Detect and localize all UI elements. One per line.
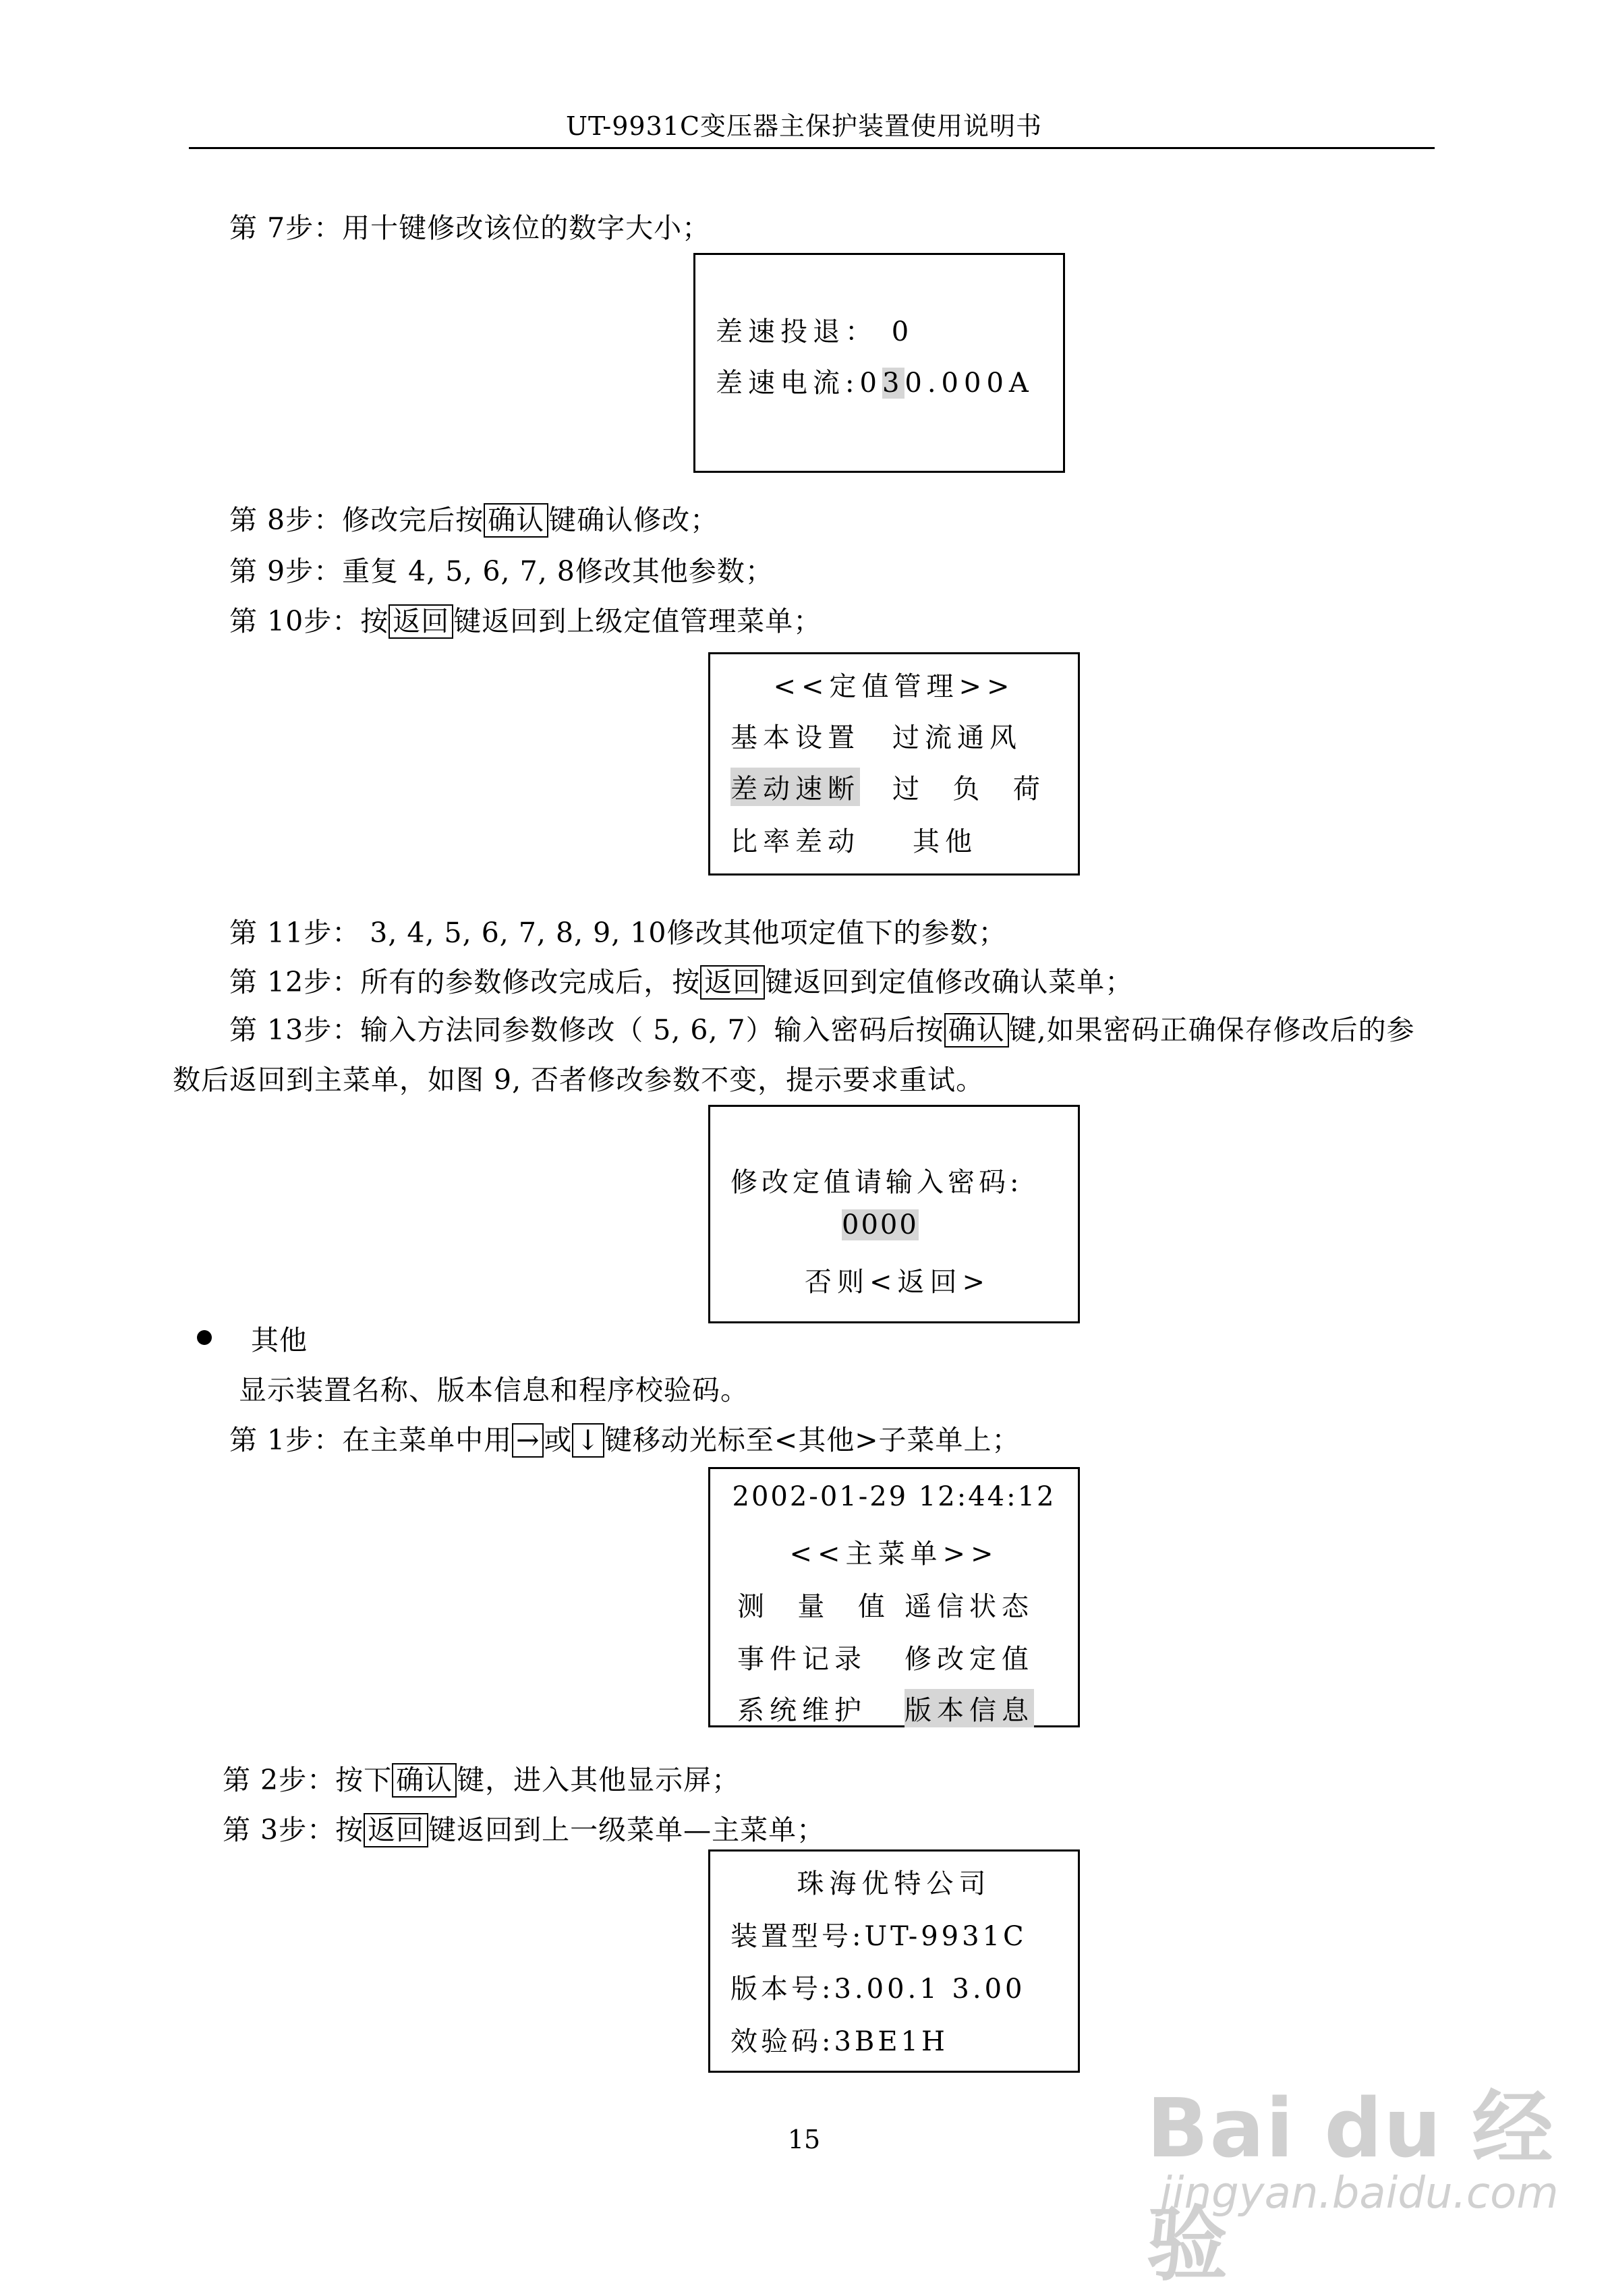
confirm-key-label: 确认 — [944, 1013, 1009, 1047]
other-step-2-suffix: 键，进入其他显示屏； — [457, 1764, 741, 1796]
other-step-2-text — [223, 1758, 740, 1798]
password-value: 0000 — [842, 1209, 919, 1240]
password-prompt-text: 修改定值请输入密码: — [730, 1167, 1023, 1198]
section-heading-other: 其他 — [251, 1324, 308, 1356]
return-key-label: 返回 — [389, 604, 453, 639]
section-description: 显示装置名称、版本信息和程序校验码。 — [239, 1374, 749, 1406]
step-12-text — [229, 960, 1133, 1000]
other-step-1-or: 或 — [544, 1424, 573, 1456]
return-key-label: 返回 — [364, 1813, 428, 1847]
return-key-label: 返回 — [700, 965, 765, 1000]
menu-item-system-maintenance: 系统维护 — [737, 1695, 867, 1726]
other-step-1-text — [229, 1418, 1021, 1458]
confirm-key-label: 确认 — [392, 1763, 457, 1798]
screen-title: <<主菜单>> — [789, 1539, 999, 1570]
other-step-2-prefix: 第 2步：按下 — [223, 1764, 393, 1796]
menu-item-measurement: 测 量 值 — [737, 1591, 890, 1622]
menu-item-event-record: 事件记录 — [737, 1644, 867, 1675]
other-step-1-prefix: 第 1步：在主菜单中用 — [229, 1424, 513, 1456]
lcd-screen-main-menu — [708, 1467, 1080, 1727]
step-10-suffix: 键返回到上级定值管理菜单； — [453, 605, 822, 637]
header-rule — [189, 147, 1435, 149]
cursor-digit: 3 — [882, 368, 905, 399]
other-step-3-prefix: 第 3步：按 — [223, 1814, 364, 1846]
lcd-screen-version-info — [708, 1849, 1080, 2073]
other-step-3-text — [223, 1808, 825, 1847]
baidu-jingyan-watermark-url: jingyan.baidu.com — [1160, 2169, 1559, 2218]
menu-item-modify-settings: 修改定值 — [904, 1644, 1034, 1675]
lcd-screen-differential-speed — [693, 253, 1065, 473]
step-10-prefix: 第 10步：按 — [229, 605, 389, 637]
step-10-text — [229, 599, 822, 639]
step-7-text: 第 7步：用十键修改该位的数字大小； — [229, 212, 711, 244]
bullet-icon — [197, 1330, 212, 1345]
menu-item-version-info: 版本信息 — [904, 1689, 1034, 1727]
menu-item-basic-settings: 基本设置 — [730, 722, 860, 753]
step-12-prefix: 第 12步：所有的参数修改完成后，按 — [229, 966, 701, 998]
menu-item-remote-signal-status: 遥信状态 — [904, 1591, 1034, 1622]
return-hint: 否则<返回> — [805, 1267, 991, 1298]
screen-line-current — [716, 362, 1034, 400]
baidu-jingyan-watermark-logo: Bai du 经验 — [1147, 2082, 1555, 2292]
screen-line-switch: 差速投退： 0 — [716, 316, 915, 347]
menu-item-differential-quick-break: 差动速断 — [730, 768, 860, 806]
other-step-3-suffix: 键返回到上一级菜单—主菜单； — [428, 1814, 826, 1846]
step-9-text: 第 9步：重复 4, 5, 6, 7, 8修改其他参数； — [229, 555, 774, 587]
current-value-suffix: 0.000A — [904, 368, 1034, 399]
step-8-prefix: 第 8步：修改完后按 — [229, 504, 484, 536]
page-number: 15 — [787, 2125, 821, 2154]
step-13-text — [229, 1008, 1415, 1047]
down-arrow-key-icon: ↓ — [572, 1423, 604, 1458]
menu-item-overcurrent-ventilation: 过流通风 — [892, 722, 1022, 753]
company-name: 珠海优特公司 — [797, 1868, 992, 1899]
version-number: 版本号:3.00.1 3.00 — [730, 1974, 1026, 2005]
document-header-title: UT-9931C变压器主保护装置使用说明书 — [565, 111, 1043, 141]
current-value-prefix: 差速电流:0 — [716, 368, 882, 399]
screen-datetime: 2002-01-29 12:44:12 — [732, 1481, 1056, 1512]
step-13-prefix: 第 13步：输入方法同参数修改（ 5, 6, 7）输入密码后按 — [229, 1014, 944, 1046]
confirm-key-label: 确认 — [484, 503, 548, 538]
right-arrow-key-icon: → — [512, 1423, 544, 1458]
lcd-screen-setting-management — [708, 652, 1080, 876]
menu-item-ratio-differential: 比率差动 — [730, 826, 860, 857]
step-8-suffix: 键确认修改； — [548, 504, 719, 536]
device-model: 装置型号:UT-9931C — [730, 1921, 1027, 1952]
menu-item-other: 其他 — [913, 826, 977, 857]
checksum-code: 效验码:3BE1H — [730, 2026, 948, 2057]
step-12-suffix: 键返回到定值修改确认菜单； — [765, 966, 1134, 998]
step-8-text — [229, 498, 718, 538]
step-13-suffix: 键,如果密码正确保存修改后的参 — [1008, 1014, 1415, 1046]
step-11-text: 第 11步： 3, 4, 5, 6, 7, 8, 9, 10修改其他项定值下的参数； — [229, 917, 1007, 949]
step-13-continuation: 数后返回到主菜单，如图 9, 否者修改参数不变，提示要求重试。 — [173, 1064, 985, 1096]
lcd-screen-password-prompt — [708, 1105, 1080, 1323]
screen-title: <<定值管理>> — [773, 671, 1015, 702]
menu-item-overload: 过 负 荷 — [892, 774, 1045, 805]
other-step-1-suffix: 键移动光标至<其他>子菜单上； — [604, 1424, 1021, 1456]
